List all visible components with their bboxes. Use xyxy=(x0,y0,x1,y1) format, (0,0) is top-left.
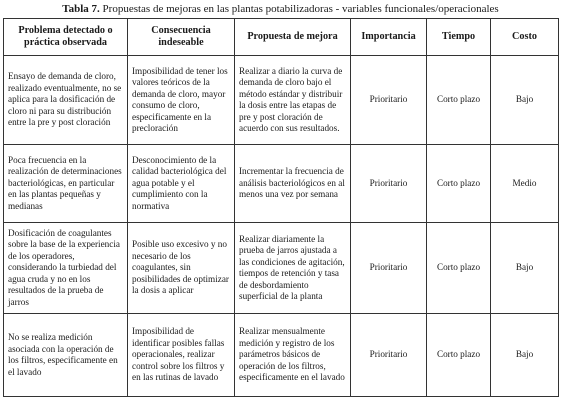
cell-tiempo: Corto plazo xyxy=(427,145,491,223)
cell-problema: No se realiza medición asociada con la operación de los filtros, especificamente en el lavado xyxy=(4,314,128,397)
cell-problema: Poca frecuencia en la realización de determinaciones bacteriológicas, en particular en las plantas pequeñas y medianas xyxy=(4,145,128,223)
cell-tiempo: Corto plazo xyxy=(427,314,491,397)
caption-label: Tabla 7. xyxy=(62,3,100,15)
table-row xyxy=(4,56,559,145)
table-row xyxy=(4,314,559,397)
cell-importancia: Prioritario xyxy=(351,314,427,397)
column-header-importancia: Importancia xyxy=(351,19,427,56)
cell-propuesta: Realizar a diario la curva de demanda de cloro bajo el método estándar y distribuir la dosis entre las etapas de pre y post cloración de acuerdo con sus resultados. xyxy=(235,56,351,145)
cell-costo: Medio xyxy=(491,145,559,223)
cell-tiempo: Corto plazo xyxy=(427,223,491,314)
cell-propuesta: Realizar diariamente la prueba de jarros ajustada a las condiciones de agitación, tiempos de retención y tasa de desbordamiento superficial de la planta xyxy=(235,223,351,314)
table-row xyxy=(4,223,559,314)
cell-importancia: Prioritario xyxy=(351,56,427,145)
table-header-row xyxy=(4,19,559,56)
cell-consecuencia: Desconocimiento de la calidad bacteriológica del agua potable y el cumplimiento con la normativa xyxy=(128,145,235,223)
cell-propuesta: Incrementar la frecuencia de análisis bacteriológicos en al menos una vez por semana xyxy=(235,145,351,223)
cell-costo: Bajo xyxy=(491,56,559,145)
cell-costo: Bajo xyxy=(491,314,559,397)
cell-problema: Ensayo de demanda de cloro, realizado eventualmente, no se aplica para la dosificación de cloro ni para su distribución entre la pre y post cloración xyxy=(4,56,128,145)
column-header-consecuencia: Consecuencia indeseable xyxy=(128,19,235,56)
cell-importancia: Prioritario xyxy=(351,145,427,223)
cell-importancia: Prioritario xyxy=(351,223,427,314)
column-header-tiempo: Tiempo xyxy=(427,19,491,56)
proposals-table xyxy=(3,18,559,397)
table-caption xyxy=(0,2,561,16)
cell-consecuencia: Imposibilidad de tener los valores teóricos de la demanda de cloro, mayor consumo de cloro, especificamente en la precloración xyxy=(128,56,235,145)
table-row xyxy=(4,145,559,223)
cell-consecuencia: Posible uso excesivo y no necesario de los coagulantes, sin posibilidades de optimizar la dosis a aplicar xyxy=(128,223,235,314)
cell-costo: Bajo xyxy=(491,223,559,314)
cell-tiempo: Corto plazo xyxy=(427,56,491,145)
cell-propuesta: Realizar mensualmente medición y registro de los parámetros básicos de operación de los filtros, especificamente en el lavado xyxy=(235,314,351,397)
column-header-propuesta: Propuesta de mejora xyxy=(235,19,351,56)
cell-consecuencia: Imposibilidad de identificar posibles fallas operacionales, realizar control sobre los filtros y en las rutinas de lavado xyxy=(128,314,235,397)
column-header-costo: Costo xyxy=(491,19,559,56)
column-header-problema: Problema detectado o práctica observada xyxy=(4,19,128,56)
caption-text: Propuestas de mejoras en las plantas potabilizadoras - variables funcionales/operacionales xyxy=(99,3,499,15)
cell-problema: Dosificación de coagulantes sobre la base de la experiencia de los operadores, considerando la turbiedad del agua cruda y no en los resultados de la prueba de jarros xyxy=(4,223,128,314)
